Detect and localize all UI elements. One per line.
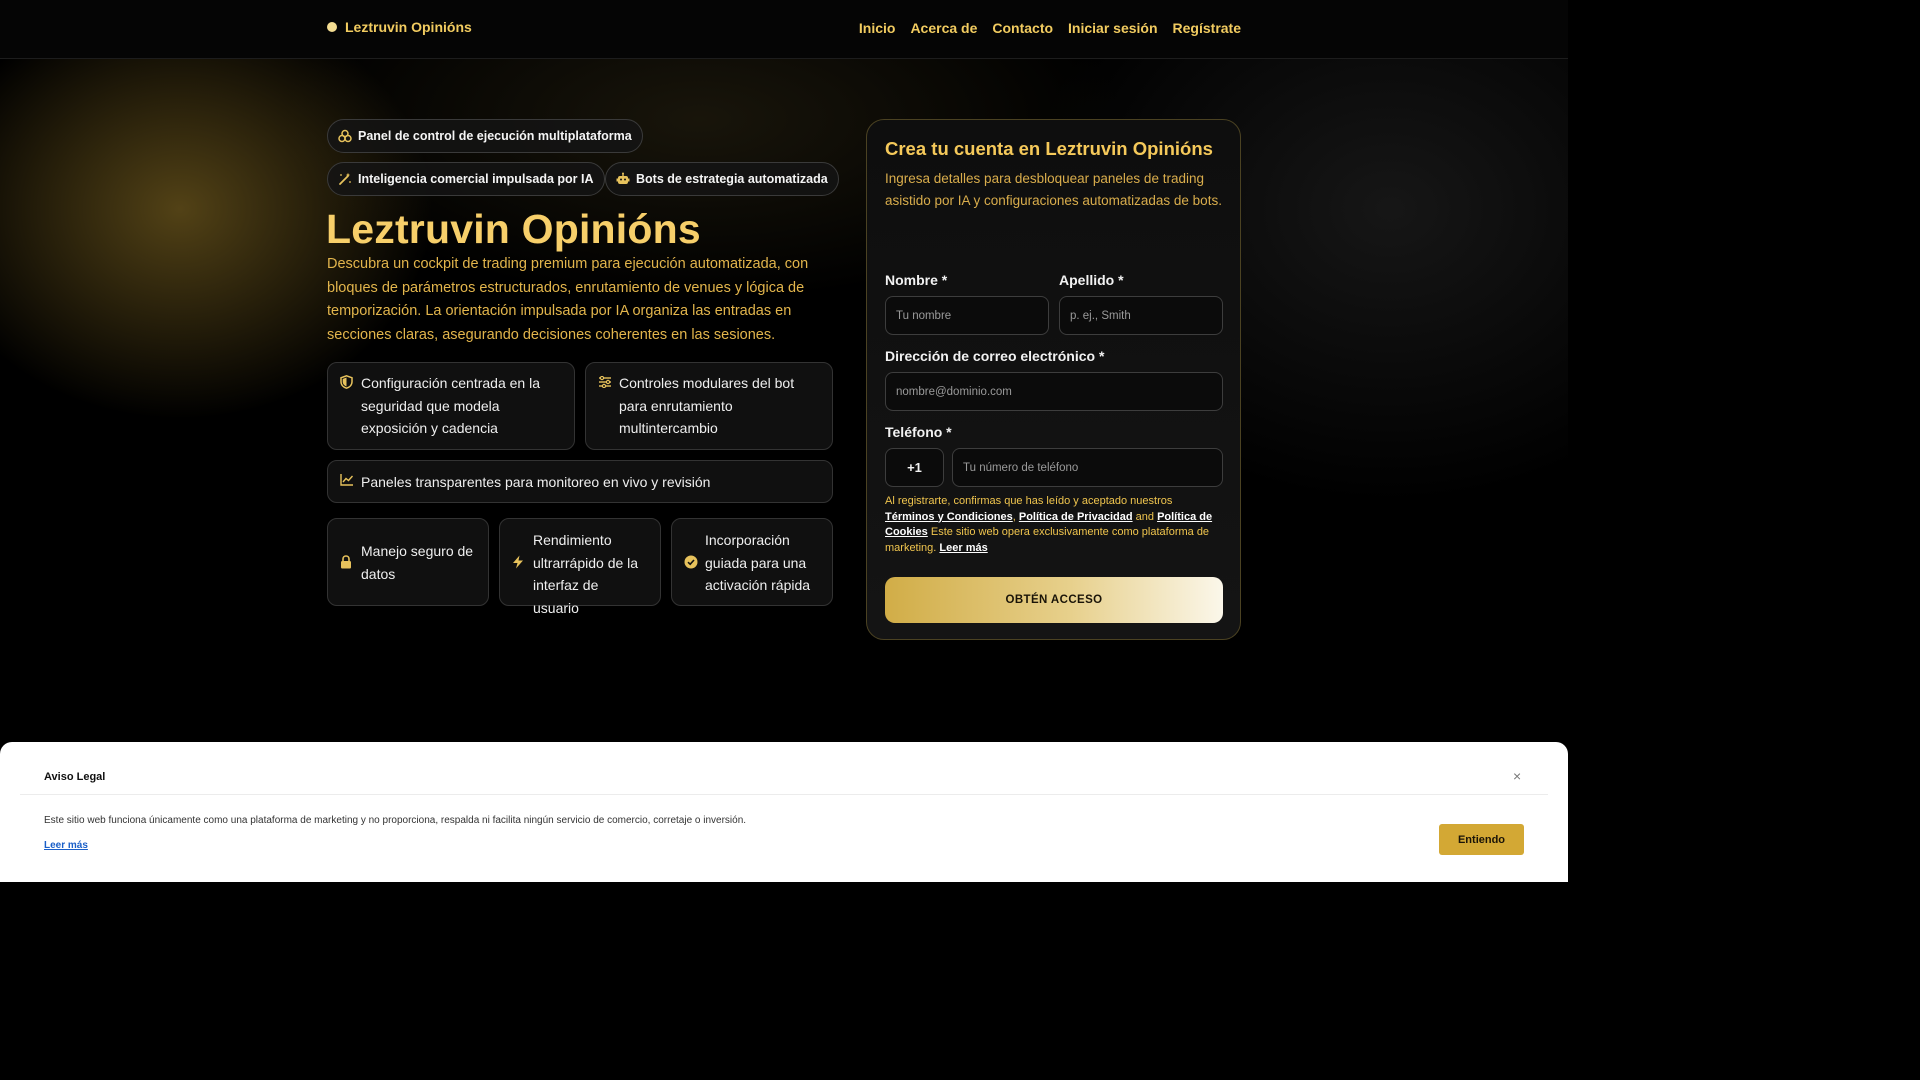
- feature-speed: [499, 518, 661, 616]
- form-title: Crea tu cuenta en Leztruvin Opinións: [885, 138, 1213, 159]
- line-chart-icon: [340, 473, 354, 486]
- hero-description: Descubra un cockpit de trading premium para ejecución automatizada, con bloques de parámetros estructurados, enrutamiento de venues y lógica de temporización. La orientación impulsada por IA organiza las entradas en secciones claras, asegurando decisiones coherentes en las sesiones.: [327, 256, 809, 344]
- legal-and: and: [1132, 510, 1158, 523]
- get-access-button[interactable]: OBTÉN ACCESO: [885, 577, 1223, 623]
- close-icon[interactable]: ×: [1513, 768, 1522, 784]
- legal-suffix: Este sitio web opera exclusivamente como plataforma de marketing.: [885, 526, 1210, 554]
- banner-divider: [20, 794, 1548, 795]
- hero-title: Leztruvin Opinións: [326, 206, 701, 252]
- understand-button[interactable]: Entiendo: [1439, 824, 1524, 855]
- robot-icon: [616, 172, 630, 186]
- feature-text: Configuración centrada en la seguridad que modela exposición y cadencia: [361, 375, 541, 436]
- lightning-icon: [512, 555, 524, 569]
- chip-label: Panel de control de ejecución multiplataforma: [358, 129, 632, 143]
- chip-multiplatform: [327, 119, 643, 153]
- lock-icon: [340, 555, 352, 569]
- nav-contacto[interactable]: Contacto: [992, 20, 1054, 36]
- feature-data: [327, 518, 489, 606]
- layers-icon: [338, 129, 352, 143]
- legal-consent: [885, 494, 1223, 556]
- email-input[interactable]: [885, 372, 1223, 411]
- banner-text: Este sitio web funciona únicamente como una plataforma de marketing y no proporciona, respalda ni facilita ningún servicio de comercio, corretaje o inversión.: [44, 815, 747, 826]
- brand-name: Leztruvin Opinións: [345, 19, 472, 35]
- legal-text: Al registrarte, confirmas que has leído y aceptado nuestros: [885, 495, 1173, 507]
- check-circle-icon: [684, 555, 698, 569]
- privacy-link[interactable]: Política de Privacidad: [1018, 510, 1133, 523]
- feature-text: Controles modulares del bot para enrutamiento multintercambio: [619, 375, 795, 436]
- phone-input[interactable]: [952, 448, 1223, 487]
- banner-title: Aviso Legal: [44, 771, 106, 783]
- email-label: Dirección de correo electrónico *: [885, 348, 1105, 364]
- cookies-link[interactable]: Política de Cookies: [885, 510, 1213, 538]
- last-name-label: Apellido *: [1059, 272, 1124, 288]
- brand-dot-icon: [327, 22, 337, 32]
- chip-ai-intelligence: [327, 162, 605, 196]
- nav-inicio[interactable]: Inicio: [858, 20, 896, 36]
- chip-label: Inteligencia comercial impulsada por IA: [358, 172, 594, 186]
- terms-link[interactable]: Términos y Condiciones: [885, 510, 1013, 523]
- shield-icon: [340, 375, 353, 389]
- site-header: [0, 0, 1568, 59]
- feature-dashboards: [327, 460, 833, 503]
- feature-text: Manejo seguro de datos: [361, 543, 474, 582]
- banner-read-more-link[interactable]: Leer más: [44, 840, 88, 851]
- feature-text: Rendimiento ultrarrápido de la interfaz de usuario: [533, 532, 639, 616]
- last-name-input[interactable]: [1059, 296, 1223, 335]
- phone-label: Teléfono *: [885, 424, 952, 440]
- first-name-input[interactable]: [885, 296, 1049, 335]
- nav-iniciar-sesion[interactable]: Iniciar sesión: [1068, 20, 1158, 36]
- feature-security: [327, 362, 575, 450]
- magic-wand-icon: [338, 172, 352, 186]
- main-nav: [859, 20, 1241, 36]
- phone-country-code[interactable]: +1: [885, 448, 944, 487]
- first-name-label: Nombre *: [885, 272, 948, 288]
- legal-comma: ,: [1012, 510, 1019, 523]
- feature-text: Incorporación guiada para una activación rápida: [705, 532, 811, 593]
- signup-card: [866, 119, 1241, 640]
- chip-label: Bots de estrategia automatizada: [636, 172, 828, 186]
- sliders-icon: [598, 376, 612, 388]
- nav-acerca-de[interactable]: Acerca de: [910, 20, 978, 36]
- chip-bots: [605, 162, 839, 196]
- brand[interactable]: [327, 19, 472, 35]
- legal-notice-banner: [0, 742, 1568, 882]
- nav-registrate[interactable]: Regístrate: [1172, 20, 1241, 36]
- feature-onboarding: [671, 518, 833, 606]
- feature-modular: [585, 362, 833, 450]
- form-subtitle: Ingresa detalles para desbloquear paneles de trading asistido por IA y configuraciones automatizadas de bots.: [885, 171, 1222, 208]
- feature-text: Paneles transparentes para monitoreo en vivo y revisión: [361, 474, 711, 490]
- read-more-link[interactable]: Leer más: [939, 541, 988, 554]
